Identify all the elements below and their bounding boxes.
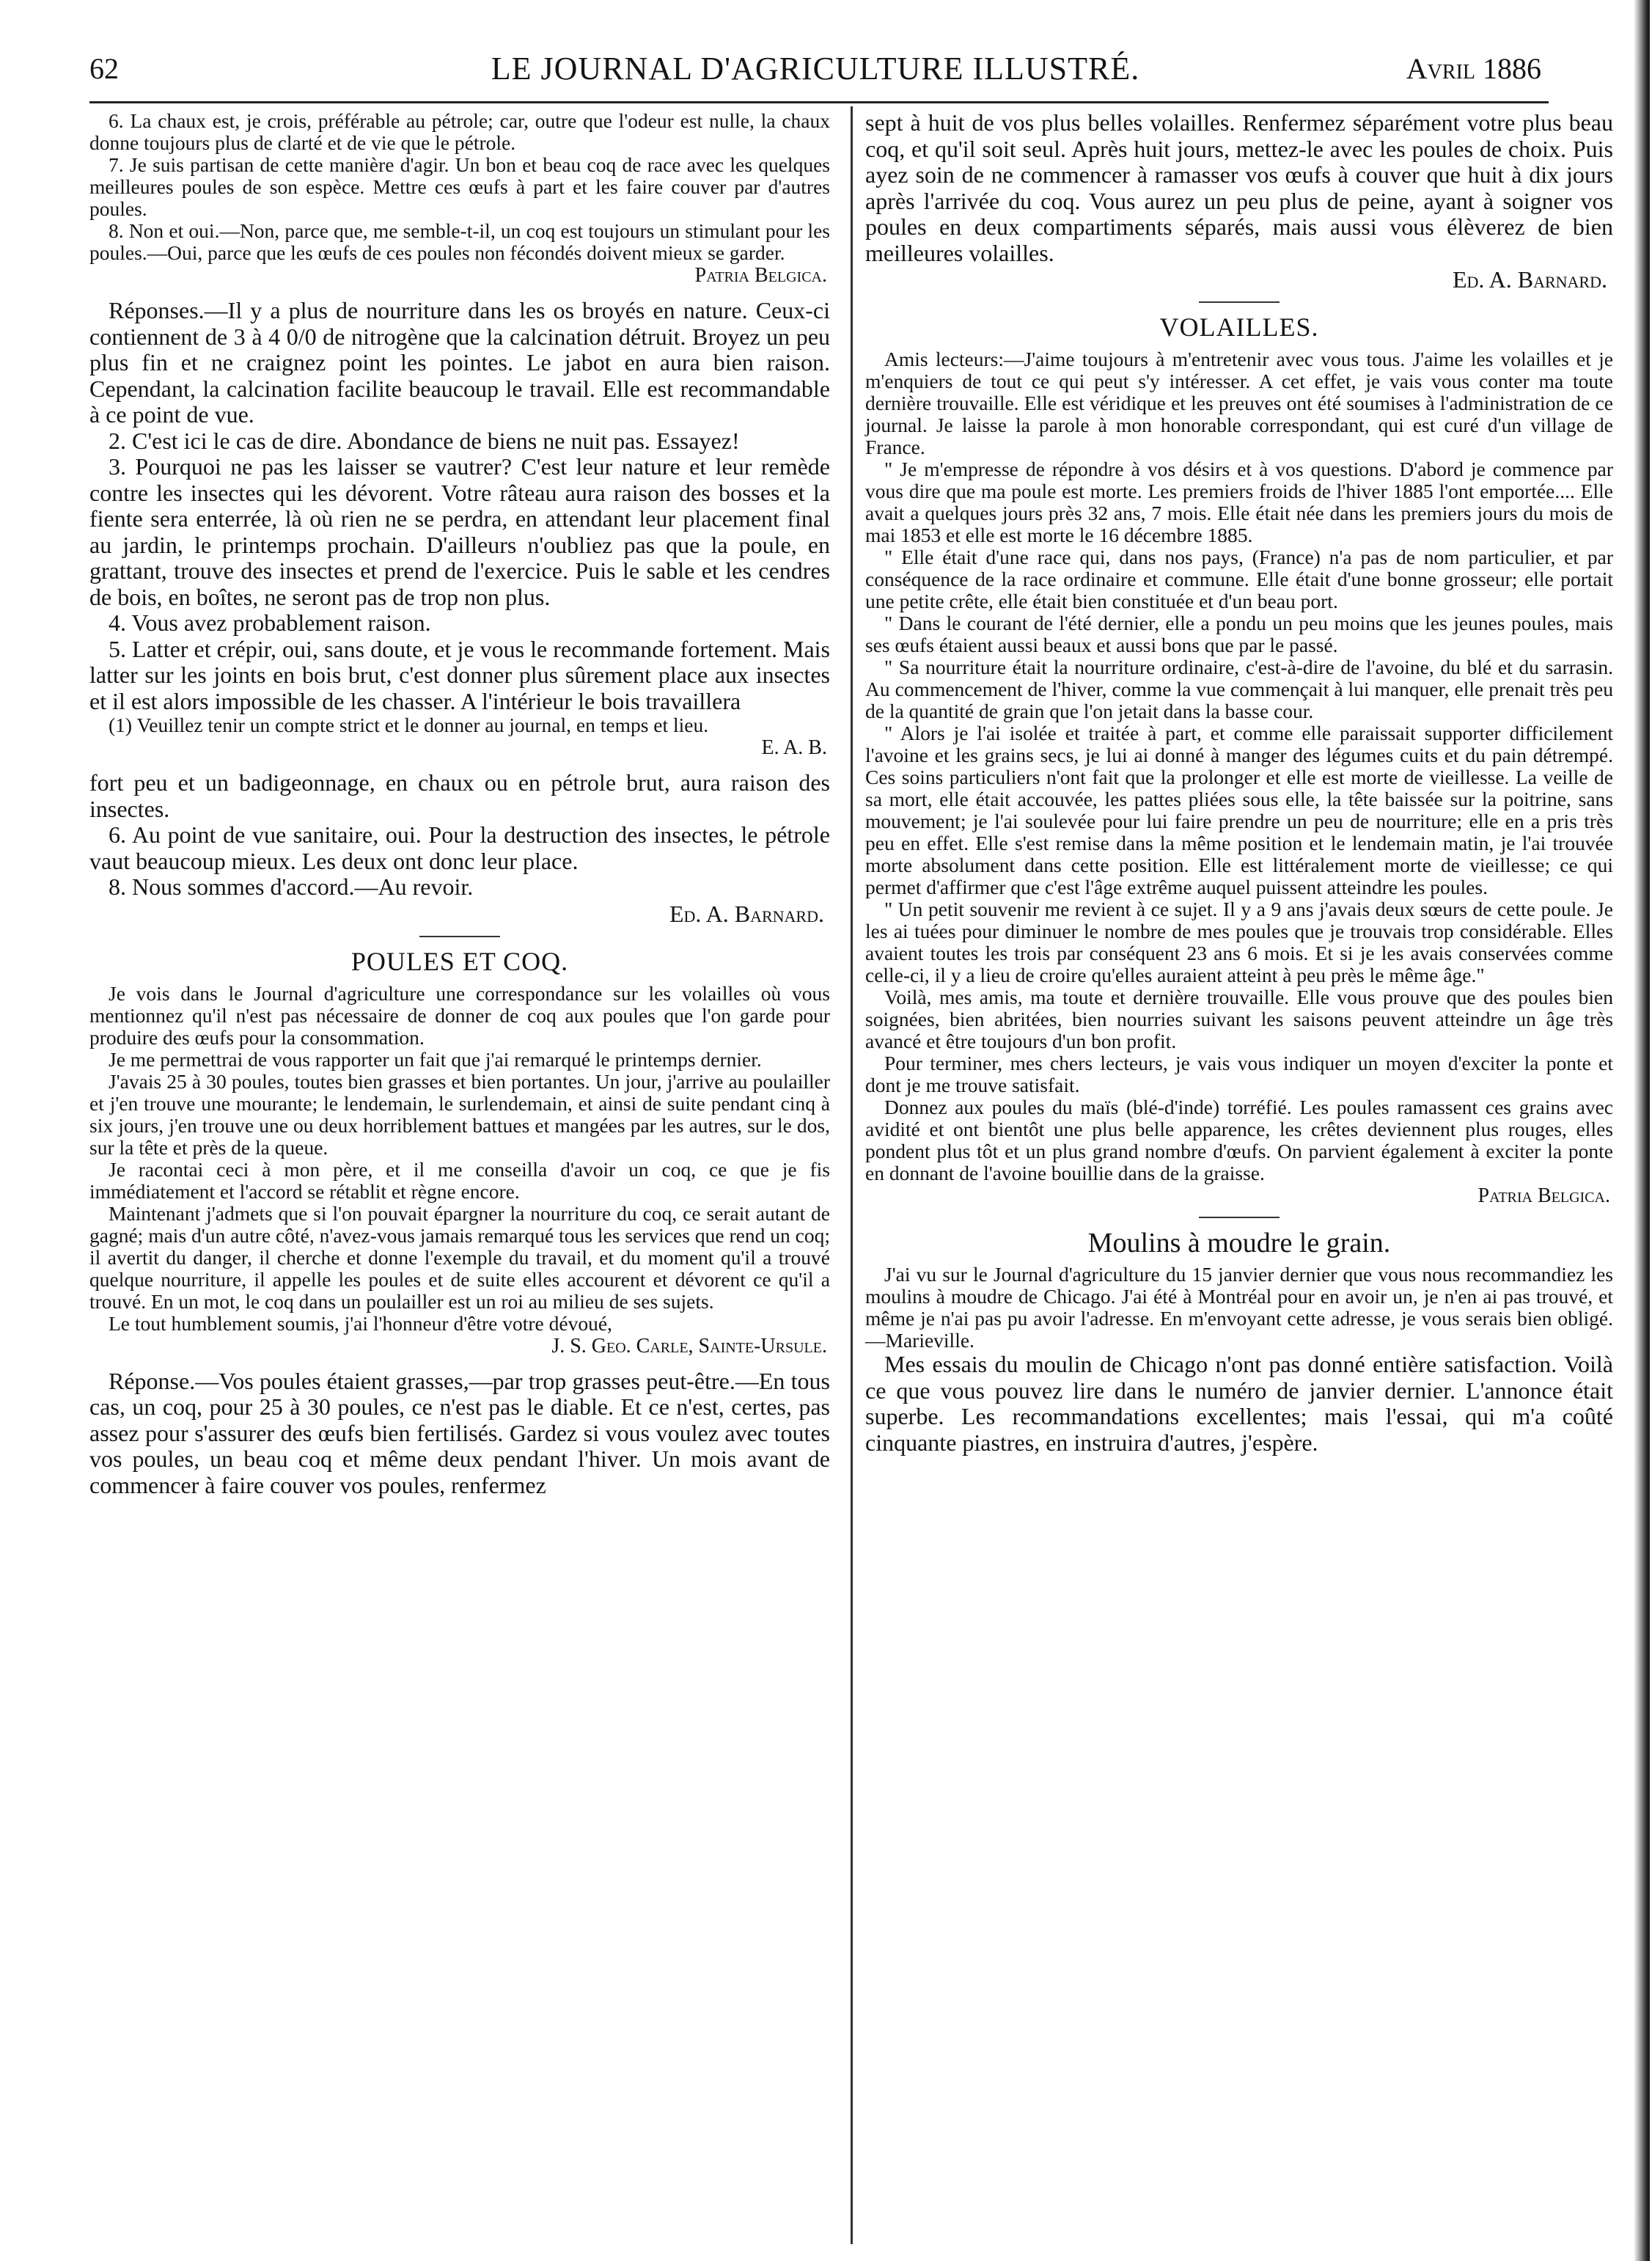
moulins-answer: Mes essais du moulin de Chicago n'ont pas donné entière satisfaction. Voilà ce que vous pouvez lire dans le numéro de janvier dernier. L'annonce était superbe. Les recommandations excellentes; mais l'essai, qui m'a coûté cinquante piastres, en instruira d'autres, j'espère.: [865, 1351, 1613, 1456]
right-column: [865, 110, 1613, 1456]
journal-title: LE JOURNAL D'AGRICULTURE ILLUSTRÉ.: [491, 51, 1140, 87]
signature-patria-belgica: Patria Belgica.: [694, 264, 827, 287]
signature-barnard: Ed. A. Barnard.: [669, 900, 824, 927]
volailles-para-4: " Dans le courant de l'été dernier, elle a pondu un peu moins que les jeunes poules, mais ses œufs étaient aussi beaux et aussi bons que par le passé.: [865, 612, 1613, 656]
reponses-8: 8. Nous sommes d'accord.—Au revoir.: [109, 873, 474, 900]
footnote-signature: E. A. B.: [761, 736, 827, 759]
heading-volailles: VOLAILLES.: [1159, 312, 1319, 342]
footnote: (1) Veuillez tenir un compte strict et le donner au journal, en temps et lieu.: [109, 714, 709, 736]
poules-para-6: Le tout humblement soumis, j'ai l'honneur d'être votre dévoué,: [109, 1311, 612, 1335]
binding-edge: [1634, 0, 1650, 2261]
section-separator: [419, 936, 500, 937]
poules-para-3: J'avais 25 à 30 poules, toutes bien grasses et bien portantes. Un jour, j'arrive au poulailler et j'en trouve une mourante; le lendemain, le surlendemain, et ainsi de suite pendant cinq à six jours, j'en trouve une ou deux horriblement battues et mangées par les autres, sur le dos, sur la tête et près de la queue.: [89, 1069, 830, 1159]
heading-moulins: Moulins à moudre le grain.: [1087, 1228, 1391, 1258]
spacer: [89, 287, 830, 298]
answer-8: 8. Non et oui.—Non, parce que, me semble-t-il, un coq est toujours un stimulant pour les poules.—Oui, parce que les œufs de ces poules non fécondés doivent mieux se garder.: [89, 219, 830, 264]
section-separator: [1199, 301, 1280, 303]
volailles-para-6: " Alors je l'ai isolée et traitée à part, et comme elle paraissait supporter difficilement l'avoine et les grains secs, je lui ai donné à manger des légumes cuits et du pain détrempé. Ces soins particuliers n'ont fait que la prolonger et elle est morte de vieillesse. La veille de sa mort, elle était accouvée, les pattes pliées sous elle, la tête baissée sur la poitrine, sans mouvement; je l'ai soulevée pour lui faire prendre un peu de nourriture; elle en a pris très peu en effet. Elle s'est remise dans la même position et le lendemain matin, je l'ai trouvée morte absolument dans cette position. Elle est littéralement morte de vieillesse; ce qui permet d'affirmer que c'est l'âge extrême auquel puissent atteindre les poules.: [865, 722, 1613, 898]
reponses-6: 6. Au point de vue sanitaire, oui. Pour la destruction des insectes, le pétrole vaut beaucoup mieux. Les deux ont donc leur place.: [89, 821, 830, 874]
volailles-para-7: " Un petit souvenir me revient à ce sujet. Il y a 9 ans j'avais deux sœurs de cette poule. Je les ai tuées pour diminuer le nombre de mes poules que je trouvais trop considérable. Elles avaient toutes les trois par conséquent 23 ans 6 mois. Et si je les avais conservées comme celle-ci, il y a lieu de croire qu'elles auraient atteint à peu près le même âge.": [865, 898, 1613, 986]
volailles-para-2: " Je m'empresse de répondre à vos désirs et à vos questions. D'abord je commence par vous dire que ma poule est morte. Les premiers froids de l'hiver 1885 l'ont emportée.... Elle avait a quelques jours près 32 ans, 7 mois. Elle était née dans les premiers jours du mois de mai 1853 et elle est morte le 16 décembre 1885.: [865, 458, 1613, 546]
volailles-para-8: Voilà, mes amis, ma toute et dernière trouvaille. Elle vous prouve que des poules bien soignées, bien abritées, bien nourries suivant les saisons peuvent atteindre un âge très avancé et être toujours d'un bon profit.: [865, 986, 1613, 1052]
left-column: [89, 110, 830, 1498]
poules-para-5: Maintenant j'admets que si l'on pouvait épargner la nourriture du coq, ce serait autant de gagné; mais d'un autre côté, n'avez-vous jamais remarqué tous les services que rend un coq; il avertit du danger, il cherche et donne l'exemple du travail, et du moment qu'il a trouvé quelque nourriture, il appelle les poules et de suite elles accourent et dévorent ce qu'il a trouvé. En un mot, le coq dans un poulailler est un roi au milieu de ses sujets.: [89, 1201, 830, 1313]
volailles-para-5: " Sa nourriture était la nourriture ordinaire, c'est-à-dire de l'avoine, du blé et du sarrasin. Au commencement de l'hiver, comme la vue commençait à lui manquer, elle prenait très peu de la quantité de grain que l'on jetait dans la basse cour.: [865, 656, 1613, 722]
signature-carle: J. S. Geo. Carle, Sainte-Ursule.: [551, 1334, 827, 1357]
reponses-1: Réponses.—Il y a plus de nourriture dans les os broyés en nature. Ceux-ci contiennent de 3 à 4 0/0 de nitrogène que la calcination détruit. Broyez un peu plus fin et ne craignez point les pointes. Le jabot en aura bien raison. Cependant, la calcination facilite beaucoup le travail. Elle est recommandable à ce point de vue.: [89, 297, 830, 428]
poules-para-1: Je vois dans le Journal d'agriculture une correspondance sur les volailles où vous mentionnez qu'il n'est pas nécessaire de donner de coq aux poules que l'on garde pour produire des œufs pour la consommation.: [89, 981, 830, 1049]
answer-6: 6. La chaux est, je crois, préférable au pétrole; car, outre que l'odeur est nulle, la chaux donne toujours plus de clarté et de vie que le pétrole.: [89, 109, 830, 154]
volailles-para-10: Donnez aux poules du maïs (blé-d'inde) torréfié. Les poules ramassent ces grains avec avidité et ont bientôt une plus belle apparence, les crêtes deviennent plus rouges, elles pondent plus tôt et un plus grand nombre d'œufs. On parvient également à exciter la ponte en donnant de l'avoine bouillie dans de la graisse.: [865, 1096, 1613, 1184]
signature-patria-belgica-right: Patria Belgica.: [1477, 1184, 1610, 1207]
reponses-2: 2. C'est ici le cas de dire. Abondance de biens ne nuit pas. Essayez!: [109, 427, 740, 454]
signature-barnard-right: Ed. A. Barnard.: [1452, 266, 1607, 293]
reponses-5: 5. Latter et crépir, oui, sans doute, et je vous le recommande fortement. Mais latter sur les joints en bois brut, c'est donner plus sûrement place aux insectes et il est alors impossible de les chasser. A l'intérieur le bois travaillera: [89, 635, 830, 714]
column-rule: [851, 106, 853, 2244]
poules-para-2: Je me permettrai de vous rapporter un fait que j'ai remarqué le printemps dernier.: [109, 1047, 762, 1071]
volailles-para-1: Amis lecteurs:—J'aime toujours à m'entretenir avec vous tous. J'aime les volailles et je m'enquiers de tout ce qui peut s'y intéresser. A cet effet, je vais vous conter ma toute dernière trouvaille. Elle est véridique et les preuves ont été soumises à l'administration de ce journal. Je laisse la parole à mon honorable correspondant, qui est curé d'un village de France.: [865, 348, 1613, 458]
poules-para-4: Je racontai ceci à mon père, et il me conseilla d'avoir un coq, ce que je fis immédiatement et l'accord se rétablit et règne encore.: [89, 1157, 830, 1203]
reponses-3: 3. Pourquoi ne pas les laisser se vautrer? C'est leur nature et leur remède contre les insectes qui les dévorent. Votre râteau aura raison des bosses et la fiente sera enterrée, là où rien ne se perdra, en attendant leur placement final au jardin, le printemps prochain. D'ailleurs n'oubliez pas que la poule, en grattant, trouve des insectes et prend de l'exercice. Puis le sable et les cendres de bois, en boîtes, ne seront pas de trop non plus.: [89, 453, 830, 610]
spacer: [89, 1358, 830, 1368]
issue-date: Avril 1886: [1406, 52, 1541, 85]
heading-poules-et-coq: POULES ET COQ.: [350, 946, 569, 976]
page-number: 62: [89, 52, 119, 85]
header-rule: [89, 101, 1549, 103]
answer-7: 7. Je suis partisan de cette manière d'agir. Un bon et beau coq de race avec les quelques meilleures poules de son espèce. Mettre ces œufs à part et les faire couver par d'autres poules.: [89, 153, 830, 220]
volailles-para-3: " Elle était d'une race qui, dans nos pays, (France) n'a pas de nom particulier, et par conséquence de la race ordinaire et commune. Elle était d'une bonne grosseur; elle portait une petite crête, elle était bien constituée et d'un beau port.: [865, 546, 1613, 612]
poules-reponse: Réponse.—Vos poules étaient grasses,—par trop grasses peut-être.—En tous cas, un coq, pour 25 à 30 poules, ce n'est pas le diable. Et ce n'est, certes, pas assez pour s'assurer des œufs bien fertilisés. Gardez si vous voulez avec toutes vos poules, un beau coq et même deux pendant l'hiver. Un mois avant de commencer à faire couver vos poules, renfermez: [89, 1367, 830, 1498]
reponse-continued: sept à huit de vos plus belles volailles. Renfermez séparément votre plus beau coq, et qu'il soit seul. Après huit jours, mettez-le avec les poules de choix. Puis ayez soin de ne commencer à ramasser vos œufs à couver que huit à dix jours après l'arrivée du coq. Vous aurez un peu plus de peine, ayant à soigner vos poules en deux compartiments séparés, mais aussi vous élèverez de bien meilleures volailles.: [865, 109, 1613, 266]
section-separator: [1199, 1217, 1280, 1218]
spacer: [89, 760, 830, 770]
moulins-question: J'ai vu sur le Journal d'agriculture du 15 janvier dernier que vous nous recommandiez les moulins à moudre de Chicago. J'ai été à Montréal pour en avoir un, je n'en ai pas trouvé, et même je n'ai pas pu avoir l'adresse. En m'envoyant cette adresse, je vous serais bien obligé.—Marieville.: [865, 1263, 1613, 1352]
page-header: [89, 45, 1541, 97]
reponses-5-continued: fort peu et un badigeonnage, en chaux ou en pétrole brut, aura raison des insectes.: [89, 769, 830, 822]
volailles-para-9: Pour terminer, mes chers lecteurs, je vais vous indiquer un moyen d'exciter la ponte et dont je me trouve satisfait.: [865, 1052, 1613, 1096]
reponses-4: 4. Vous avez probablement raison.: [109, 609, 431, 636]
